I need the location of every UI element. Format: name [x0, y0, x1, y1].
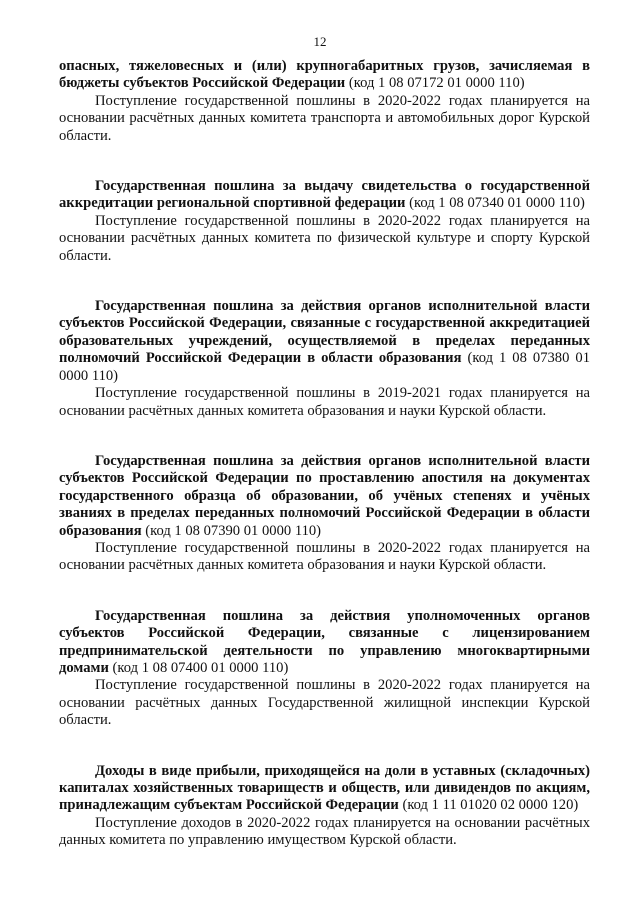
section-heading [59, 453, 590, 540]
section-heading [59, 298, 590, 385]
section-text: Поступление государственной пошлины в 2020-2022 годах планируется на основании расчётных данных комитета транспорта и автомобильных дорог Курской области. [59, 92, 590, 144]
revenue-section [59, 58, 590, 145]
section-title: Государственная пошлина за действия уполномоченных органов субъектов Российской Федерации, связанные с лицензированием предпринимательской деятельности по управлению многоквартирными домами [59, 607, 590, 676]
budget-code: (код 1 08 07340 01 0000 110) [405, 195, 585, 212]
section-title: опасных, тяжеловесных и (или) крупногабаритных грузов, зачисляемая в бюджеты субъектов Российской Федерации [59, 58, 590, 92]
page-number: 12 [313, 34, 327, 49]
section-title: Доходы в виде прибыли, приходящейся на доли в уставных (складочных) капиталах хозяйственных товариществ и обществ, или дивидендов по акциям, принадлежащим субъектам Российской Федерации [59, 762, 590, 814]
section-text: Поступление государственной пошлины в 2019-2021 годах планируется на основании расчётных данных комитета образования и науки Курской области. [59, 385, 590, 419]
section-heading [59, 58, 590, 93]
section-text: Поступление государственной пошлины в 2020-2022 годах планируется на основании расчётных данных комитета по физической культуре и спорту Курской области. [59, 212, 590, 264]
revenue-section [59, 453, 590, 575]
budget-code: (код 1 08 07172 01 0000 110) [345, 75, 525, 92]
section-title: Государственная пошлина за действия органов исполнительной власти субъектов Российской Федерации, связанные с государственной аккредитацией образовательных учреждений, осуществляемой в пределах переданных полномочий Российской Федерации в области образования [59, 298, 590, 367]
revenue-section [59, 178, 590, 265]
revenue-section [59, 608, 590, 730]
document-content [59, 58, 590, 883]
section-text: Поступление государственной пошлины в 2020-2022 годах планируется на основании расчётных данных Государственной жилищной инспекции Курской области. [59, 677, 590, 729]
budget-code: (код 1 11 01020 02 0000 120) [398, 797, 579, 814]
revenue-section [59, 763, 590, 850]
budget-code: (код 1 08 07400 01 0000 110) [108, 659, 289, 676]
section-heading [59, 608, 590, 678]
section-title: Государственная пошлина за действия органов исполнительной власти субъектов Российской Федерации по проставлению апостиля на документах государственного образца об образовании, об учёных степенях и учёных званиях в пределах переданных полномочий Российской Федерации в области образования [59, 452, 590, 539]
section-heading [59, 178, 590, 213]
budget-code: (код 1 08 07390 01 0000 110) [141, 522, 322, 539]
section-title: Государственная пошлина за выдачу свидетельства о государственной аккредитации региональной спортивной федерации [59, 178, 590, 212]
budget-code: (код 1 08 07380 01 0000 110) [59, 350, 590, 384]
section-text: Поступление государственной пошлины в 2020-2022 годах планируется на основании расчётных данных комитета образования и науки Курской области. [59, 539, 590, 574]
section-heading [59, 763, 590, 815]
section-text: Поступление доходов в 2020-2022 годах планируется на основании расчётных данных комитета по управлению имуществом Курской области. [59, 814, 590, 849]
revenue-section [59, 298, 590, 420]
